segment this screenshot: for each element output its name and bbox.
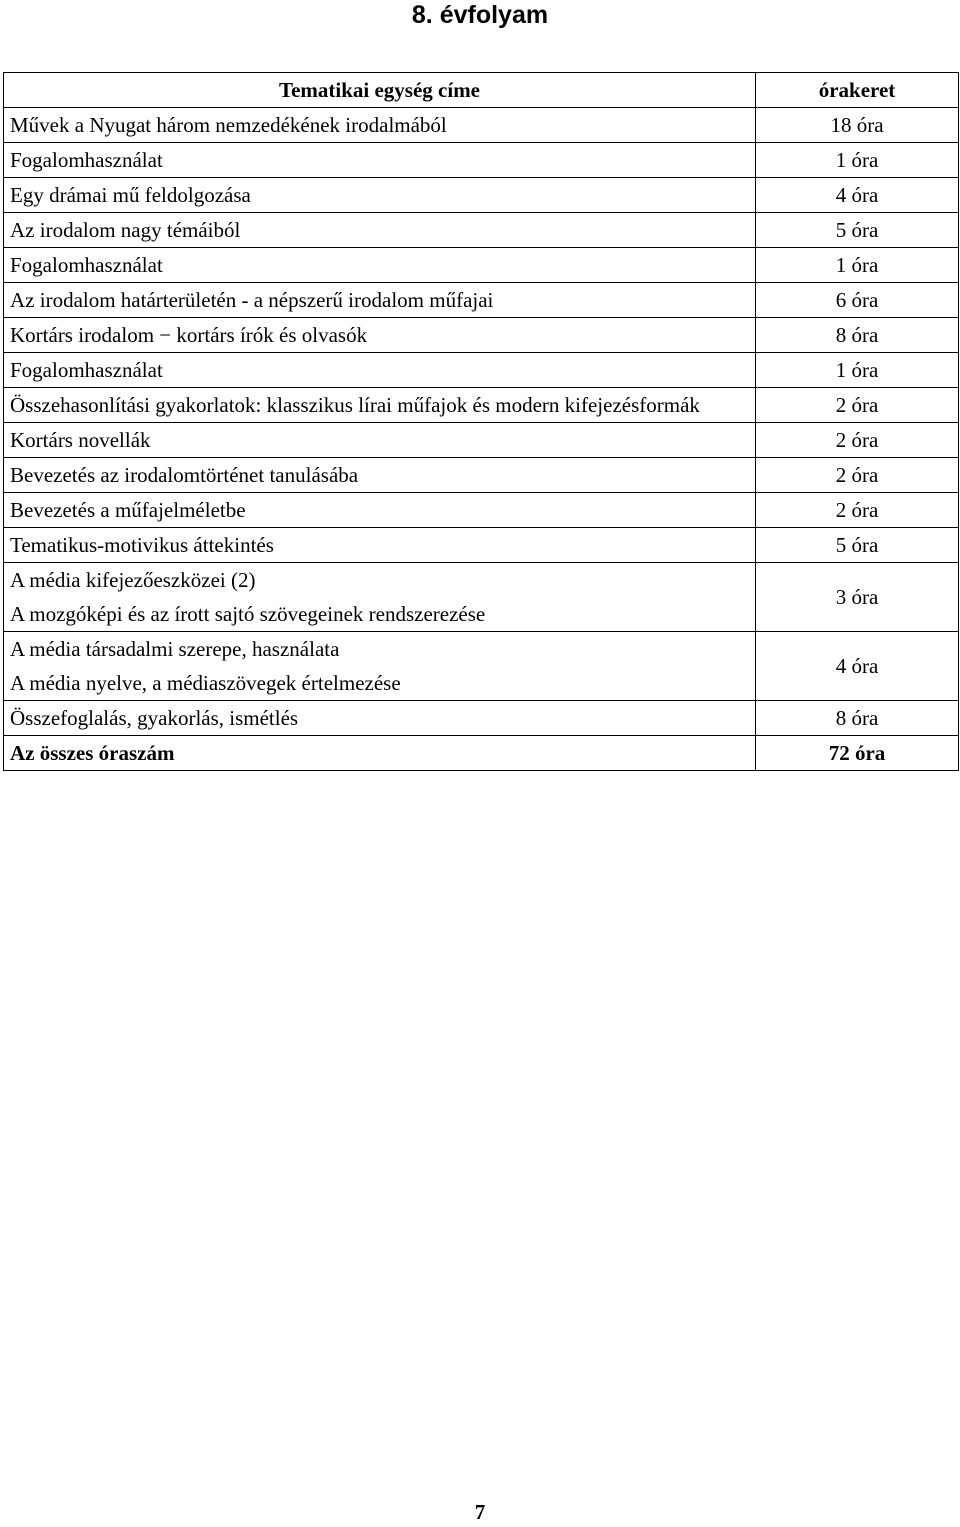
- row-title: [4, 248, 756, 283]
- row-title-line: A média társadalmi szerepe, használata: [10, 637, 340, 661]
- row-hours: 1 óra: [756, 143, 959, 178]
- row-title: [4, 632, 756, 701]
- table-row: [4, 353, 959, 388]
- row-hours: 2 óra: [756, 493, 959, 528]
- table-row: [4, 701, 959, 736]
- row-title-line: Az irodalom határterületén - a népszerű irodalom műfajai: [10, 288, 494, 312]
- curriculum-table: [3, 72, 959, 771]
- table-row: [4, 248, 959, 283]
- row-title: [4, 528, 756, 563]
- row-title: Összehasonlítási gyakorlatok: klasszikus lírai műfajok és modern kifejezésformák: [4, 388, 756, 423]
- row-title: [4, 318, 756, 353]
- column-header-title: Tematikai egység címe: [4, 73, 756, 108]
- table-header-row: [4, 73, 959, 108]
- table-row: [4, 632, 959, 701]
- row-hours: 1 óra: [756, 248, 959, 283]
- row-title-line: Összefoglalás, gyakorlás, ismétlés: [10, 706, 299, 730]
- table-row: [4, 528, 959, 563]
- row-hours: 3 óra: [756, 563, 959, 632]
- row-title: [4, 423, 756, 458]
- row-title-line: Egy drámai mű feldolgozása: [10, 183, 251, 207]
- row-hours: 8 óra: [756, 318, 959, 353]
- row-title: [4, 458, 756, 493]
- row-title-line: Az irodalom nagy témáiból: [10, 218, 241, 242]
- column-header-hours: órakeret: [756, 73, 959, 108]
- row-title: [4, 108, 756, 143]
- row-title-line: Fogalomhasználat: [10, 253, 163, 277]
- row-title: [4, 701, 756, 736]
- table-row: [4, 388, 959, 423]
- row-title-line: Kortárs irodalom − kortárs írók és olvasók: [10, 323, 368, 347]
- table-row: [4, 318, 959, 353]
- row-title-line: Bevezetés a műfajelméletbe: [10, 498, 246, 522]
- row-title: [4, 563, 756, 632]
- row-title-line: Tematikus-motivikus áttekintés: [10, 533, 274, 557]
- total-hours: 72 óra: [756, 736, 959, 771]
- row-hours: 8 óra: [756, 701, 959, 736]
- page-number: 7: [474, 1500, 486, 1524]
- table-row: [4, 143, 959, 178]
- table-row: [4, 563, 959, 632]
- row-title-line: A mozgóképi és az írott sajtó szövegeinek rendszerezése: [10, 602, 486, 626]
- table-row: [4, 108, 959, 143]
- total-label: Az összes óraszám: [4, 736, 756, 771]
- row-hours: 2 óra: [756, 458, 959, 493]
- total-row: [4, 736, 959, 771]
- row-title: [4, 213, 756, 248]
- table-row: [4, 213, 959, 248]
- table-row: [4, 178, 959, 213]
- table-row: [4, 423, 959, 458]
- row-title: [4, 143, 756, 178]
- row-hours: 5 óra: [756, 213, 959, 248]
- row-title-line: A média nyelve, a médiaszövegek értelmezése: [10, 671, 401, 695]
- table-row: [4, 458, 959, 493]
- row-title-line: Bevezetés az irodalomtörténet tanulásába: [10, 463, 359, 487]
- table-row: [4, 283, 959, 318]
- row-hours: 4 óra: [756, 632, 959, 701]
- row-hours: 2 óra: [756, 423, 959, 458]
- page-heading: 8. évfolyam: [411, 1, 549, 29]
- row-hours: 1 óra: [756, 353, 959, 388]
- row-title-line: A média kifejezőeszközei (2): [10, 568, 256, 592]
- row-title: [4, 353, 756, 388]
- row-hours: 4 óra: [756, 178, 959, 213]
- row-title-line: Művek a Nyugat három nemzedékének irodalmából: [10, 113, 447, 137]
- row-hours: 18 óra: [756, 108, 959, 143]
- row-hours: 2 óra: [756, 388, 959, 423]
- table-row: [4, 493, 959, 528]
- table-body: [4, 108, 959, 771]
- row-hours: 5 óra: [756, 528, 959, 563]
- row-title: [4, 178, 756, 213]
- row-title-line: Fogalomhasználat: [10, 148, 163, 172]
- row-title: [4, 493, 756, 528]
- row-title: [4, 283, 756, 318]
- row-hours: 6 óra: [756, 283, 959, 318]
- row-title-line: Kortárs novellák: [10, 428, 151, 452]
- row-title-line: Fogalomhasználat: [10, 358, 163, 382]
